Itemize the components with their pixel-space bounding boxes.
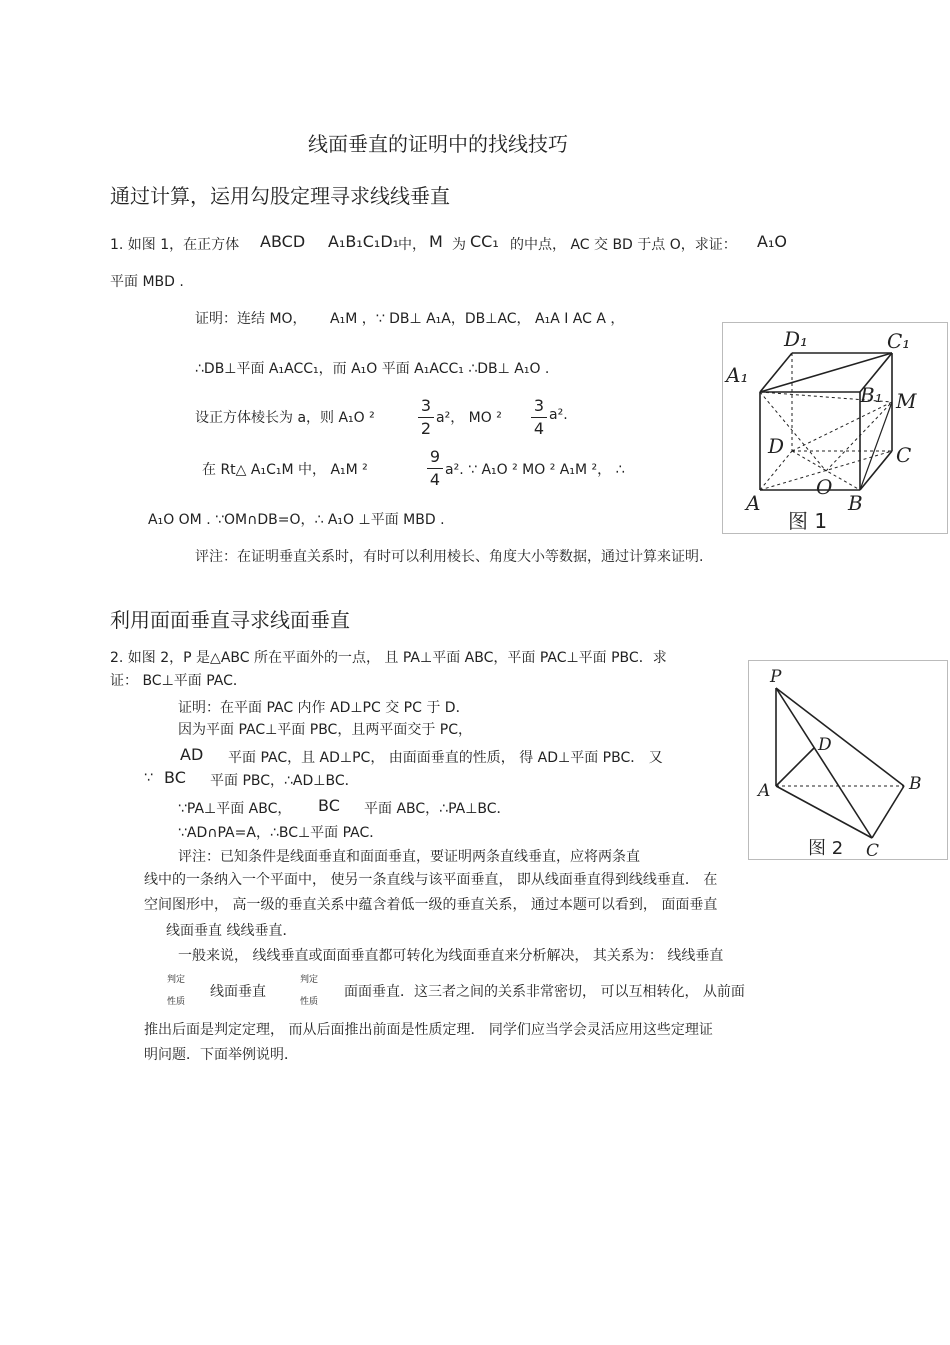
figure-caption: 图 1 <box>788 509 828 533</box>
problem-1-math: ABCD <box>260 232 306 251</box>
pyramid-figure <box>748 660 948 860</box>
problem-1-text: 的中点， AC 交 BD 于点 O，求证： <box>510 237 737 253</box>
proof-line: a². ∵ A₁O ² MO ² A₁M ²， ∴ <box>445 462 625 478</box>
edge-pc <box>776 688 872 838</box>
proof-line: ∵AD∩PA=A，∴BC⊥平面 PAC． <box>178 825 384 841</box>
problem-1-math: A₁B₁C₁D₁ <box>328 232 400 251</box>
edge-pb <box>776 688 904 786</box>
problem-2-text: 2. 如图 2，P 是△ABC 所在平面外的一点， 且 PA⊥平面 ABC，平面 PAC⊥平面 PBC．求 <box>110 650 667 666</box>
comment: 线中的一条纳入一个平面中， 使另一条直线与该平面垂直， 即从线面垂直得到线线垂直． 在 <box>144 872 718 888</box>
fraction <box>427 447 443 490</box>
paragraph: 一般来说， 线线垂直或面面垂直都可转化为线面垂直来分析解决， 其关系为： 线线垂直 <box>178 948 724 964</box>
edge-ac <box>776 786 872 838</box>
fraction <box>418 396 434 439</box>
proof-line: a². <box>549 407 568 423</box>
label-c1: C₁ <box>887 329 911 353</box>
proof-line: 平面 ABC，∴PA⊥BC． <box>364 801 511 817</box>
denominator: 4 <box>533 419 545 438</box>
problem-1-math: A₁O <box>757 232 787 251</box>
problem-1-math: M <box>429 232 443 251</box>
paragraph: 明问题．下面举例说明． <box>144 1047 298 1063</box>
label-b: B <box>909 774 922 794</box>
fraction-bar <box>531 417 547 418</box>
proof-line: ∵PA⊥平面 ABC， <box>178 801 292 817</box>
label-a: A <box>746 491 761 515</box>
label-c: C <box>866 841 880 860</box>
problem-2-text: 证： BC⊥平面 PAC． <box>110 673 247 689</box>
label-b1: B₁ <box>860 383 883 407</box>
proof-line: a²， MO ² <box>436 410 502 426</box>
proof-line: ∴DB⊥平面 A₁ACC₁，而 A₁O 平面 A₁ACC₁ ∴DB⊥ A₁O . <box>195 361 550 377</box>
comment: 评注：在证明垂直关系时，有时可以利用棱长、角度大小等数据，通过计算来证明. <box>195 549 704 565</box>
proof-line: 平面 PBC，∴AD⊥BC． <box>210 773 359 789</box>
seg-ad <box>776 748 814 786</box>
paragraph: 推出后面是判定定理， 而从后面推出前面是性质定理． 同学们应当学会灵活应用这些定理证 <box>144 1022 713 1038</box>
edge-cb <box>872 786 904 838</box>
problem-1-text: 为 <box>452 237 466 253</box>
seg-bm <box>860 402 892 490</box>
problem-1-math: CC₁ <box>470 232 499 251</box>
arrow-label-judge: 判定 <box>300 975 319 985</box>
page-title: 线面垂直的证明中的找线技巧 <box>308 132 568 156</box>
label-a: A <box>758 781 771 801</box>
section-heading: 通过计算，运用勾股定理寻求线线垂直 <box>110 184 450 208</box>
paragraph: 面面垂直．这三者之间的关系非常密切， 可以互相转化， 从前面 <box>344 984 745 1000</box>
paragraph: 线面垂直 <box>210 984 266 1000</box>
arrow-label-judge: 判定 <box>167 975 186 985</box>
label-o: O <box>816 475 833 499</box>
label-d: D <box>818 735 832 755</box>
problem-1-text: 1. 如图 1，在正方体 <box>110 237 240 253</box>
comment: 评注：已知条件是线面垂直和面面垂直，要证明两条直线垂直，应将两条直 <box>178 849 640 865</box>
proof-line: ∵ <box>144 770 153 786</box>
arrow-label-property: 性质 <box>167 997 186 1007</box>
numerator: 9 <box>429 447 441 466</box>
fraction <box>531 396 547 439</box>
comment: 线面垂直 线线垂直． <box>166 923 297 939</box>
label-a1: A₁ <box>726 363 749 387</box>
figure-caption: 图 2 <box>808 838 844 859</box>
proof-line: 证明：在平面 PAC 内作 AD⊥PC 交 PC 于 D． <box>178 700 470 716</box>
arrow-label-property: 性质 <box>300 997 319 1007</box>
label-c: C <box>896 443 912 467</box>
proof-line: 平面 PAC，且 AD⊥PC， 由面面垂直的性质， 得 AD⊥平面 PBC． 又 <box>228 750 663 766</box>
cube-figure <box>722 322 948 534</box>
proof-math: AD <box>180 745 204 764</box>
label-d1: D₁ <box>784 327 809 351</box>
edge-cb <box>860 451 892 490</box>
edge-a1d1 <box>760 353 792 392</box>
proof-line: A₁O OM . ∵OM∩DB=O，∴ A₁O ⊥平面 MBD . <box>148 512 445 528</box>
numerator: 3 <box>420 396 432 415</box>
denominator: 2 <box>420 419 432 438</box>
proof-line: 设正方体棱长为 a，则 A₁O ² <box>195 410 375 426</box>
numerator: 3 <box>533 396 545 415</box>
label-m: M <box>896 389 917 413</box>
proof-line: 证明：连结 MO， <box>195 311 307 327</box>
problem-1-text: 中， <box>398 237 426 253</box>
seg-a1o <box>760 392 826 471</box>
section-heading: 利用面面垂直寻求线面垂直 <box>110 608 350 632</box>
proof-line: A₁M ，∵ DB⊥ A₁A，DB⊥AC， A₁A I AC A ， <box>330 311 625 327</box>
proof-line: 因为平面 PAC⊥平面 PBC，且两平面交于 PC， <box>178 722 472 738</box>
proof-math: BC <box>318 796 340 815</box>
denominator: 4 <box>429 470 441 489</box>
fraction-bar <box>418 417 434 418</box>
proof-line: 在 Rt△ A₁C₁M 中， A₁M ² <box>202 462 368 478</box>
fraction-bar <box>427 468 443 469</box>
label-d: D <box>768 434 785 458</box>
problem-1-text: 平面 MBD . <box>110 274 184 290</box>
comment: 空间图形中， 高一级的垂直关系中蕴含着低一级的垂直关系， 通过本题可以看到， 面面垂直 <box>144 897 718 913</box>
label-p: P <box>770 667 782 687</box>
label-b: B <box>848 491 863 515</box>
proof-math: BC <box>164 768 186 787</box>
